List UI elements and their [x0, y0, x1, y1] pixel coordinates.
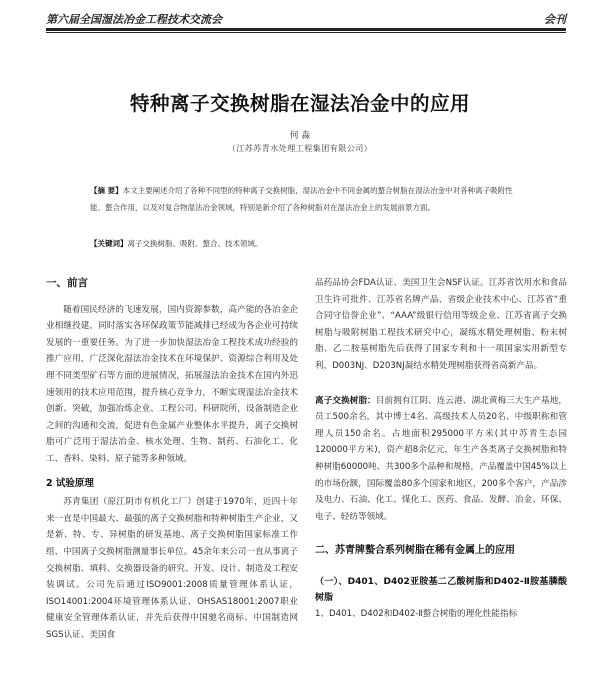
section-principle-heading: 2 试验原理 [46, 477, 94, 489]
header-rule-thick [46, 28, 566, 31]
keywords-text: 离子交换树脂、吸附、螯合、技术领域。 [127, 239, 263, 248]
company-paragraph-lead: 离子交换树脂： [315, 395, 376, 406]
author-name: 何 淼 [289, 131, 311, 141]
abstract [90, 182, 518, 216]
subsection-d401-item: 1、D401、D402和D402-Ⅱ螯合树脂的理化性能指标 [315, 608, 518, 619]
abstract-text: 本文主要阐述介绍了各种不同型的特种离子交换树脂，湿法冶金中不同金属的螯合树脂在湿法冶金中对各种离子吸附性能、螯合作用，以及对复合物湿法冶金领域，特别是新介绍了各种树脂对在湿法冶金上的发展前景方面。 [90, 186, 513, 212]
company-paragraph [315, 393, 567, 526]
abstract-label: 【摘 要】 [90, 186, 123, 195]
affiliation: （江苏苏青水处理工程集团有限公司） [227, 144, 373, 153]
section-chelating-heading: 二、苏青牌螯合系列树脂在稀有金属上的应用 [315, 545, 515, 557]
section-intro-paragraph: 随着国民经济的飞速发展，国内资源参数，高产能的各冶金企业相继投建，同时落实各环保政策节能减排已经成为各企业可持续发展的一重要任务。为了进一步加快湿法冶金工程技术成功经验的推广应用，广泛深化湿法冶金技术在环境保护、资源综合利用及处理不同类型矿石等方面的进展情况，拓展湿法冶金技术在国内外迅速领用的技术应用范围，提升核心竞争力，不断实现湿法冶金技术创新、突破，加强冶炼企业、工程公司、科研院所，设备制造企业之间的沟通和交流，促进有色金属产业整体水平提升，离子交换树脂可广泛用于湿法冶金、核水处理、生物、制药、石油化工、化工、香料、染料、原子能等多种领域。 [46, 304, 298, 464]
continued-paragraph: 品药品协会FDA认证、美国卫生会NSF认证。江苏省饮用水和食品卫生许可批件、江苏省名牌产品、省级企业技术中心、江苏省“重合同守信誉企业”、“AAA”级银行信用等级企业、江苏省离子交换树脂与吸附树脂工程技术研究中心，凝练水精处理树脂、粉末树脂、乙二胺基树脂先后获得了国家专利和十一项国家实用新型专利，D003NJ、D203NJ凝结水精处理树脂获得省高新产品。 [315, 278, 567, 371]
running-header [46, 9, 566, 27]
right-column [315, 275, 567, 623]
journal-name: 第六届全国湿法冶金工程技术交流会 [46, 13, 222, 26]
section-intro-heading: 一、前言 [46, 277, 88, 289]
header-rule-thin [46, 32, 566, 33]
section-principle-paragraph: 苏青集团（原江阴市有机化工厂）创建于1970年，近四十年来一直是中国最大、最强的离子交换树脂和特种树脂生产企业，又是新、特、专、异树脂的研发基地、离子交换树脂国家标准工作组、中国离子交换树脂测量事长单位。45余年来公司一直从事离子交换树脂、填料、交换器设备的研究、开发、设计、制造及工程安装调试。公司先后通过ISO9001:2008质量管理体系认证，ISO14001:2004环境管理体系认证、OHSAS18001:2007职业健康安全管理体系认证，并先后获得中国驰名商标、中国制造网SGS认证、美国食 [46, 497, 298, 640]
article-title: 特种离子交换树脂在湿法冶金中的应用 [129, 92, 470, 115]
keywords-label: 【关键词】 [90, 239, 128, 248]
subsection-d401-heading: （一）、D401、D402亚胺基二乙酸树脂和D402-Ⅱ胺基膦酸树脂 [315, 576, 567, 603]
keywords [90, 238, 518, 249]
issue-label: 会刊 [544, 13, 566, 26]
company-paragraph-text: 目前拥有江阴、连云港、湖北黄梅三大生产基地，员工500余名，其中博士4名、高级技术人员20名、中级职称和管理人员150余名。占地面积295000平方米(其中苏青生态园120000平方米)，资产超8余亿元，年生产各类离子交换树脂和特种树脂60000吨、共300多个品种和规格，产品覆盖中国45%以上的市场份额，国际覆盖80多个国家和地区，200多个客户，产品涉及电力、石油、化工、煤化工、医药、食品、发酵、冶金、环保、电子、轻纺等领域。 [315, 395, 567, 522]
left-column [46, 275, 298, 643]
